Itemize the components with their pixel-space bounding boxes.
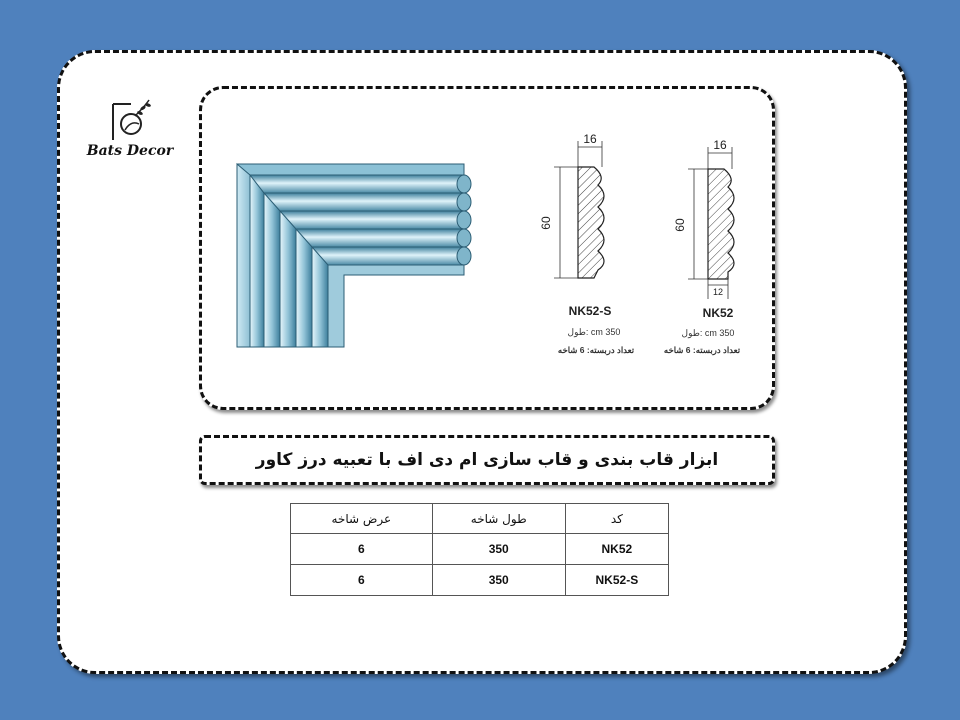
nk52-s-width-dim: 16 [583,132,597,146]
nk52-code: NK52 [702,306,734,320]
nk52-length: 350 cm :طول [681,328,735,338]
nk52-width-dim: 16 [713,138,727,152]
header-code: کد [565,504,668,534]
header-length: طول شاخه [432,504,565,534]
cell-width: 6 [291,565,433,596]
cell-length: 350 [432,565,565,596]
brand-name: Bats Decor [86,143,174,159]
profile-nk52-drawing [664,138,741,356]
product-image-frame [199,86,775,410]
table-row [291,534,669,565]
profile-nk52-s-drawing [539,132,635,356]
table-row [291,565,669,596]
nk52-s-length: 350 cm :طول [567,327,621,337]
nk52-s-code: NK52-S [568,304,612,318]
nk52-bundle: تعداد دربسته: 6 شاخه [663,345,741,355]
product-title: ابزار قاب بندی و قاب سازی ام دی اف با تعبیه درز کاور [255,450,719,470]
table-header-row [291,504,669,534]
molding-corner-illustration [237,164,471,347]
product-illustration [202,89,772,407]
nk52-s-bundle: تعداد دربسته: 6 شاخه [557,345,635,355]
header-width: عرض شاخه [291,504,433,534]
nk52-base-dim: 12 [712,287,724,297]
cell-width: 6 [291,534,433,565]
nk52-s-height-dim: 60 [539,216,553,230]
cell-code: NK52 [565,534,668,565]
cell-length: 350 [432,534,565,565]
cell-code: NK52-S [565,565,668,596]
product-title-box [199,435,775,485]
nk52-height-dim: 60 [673,218,687,232]
specs-table [290,503,669,596]
